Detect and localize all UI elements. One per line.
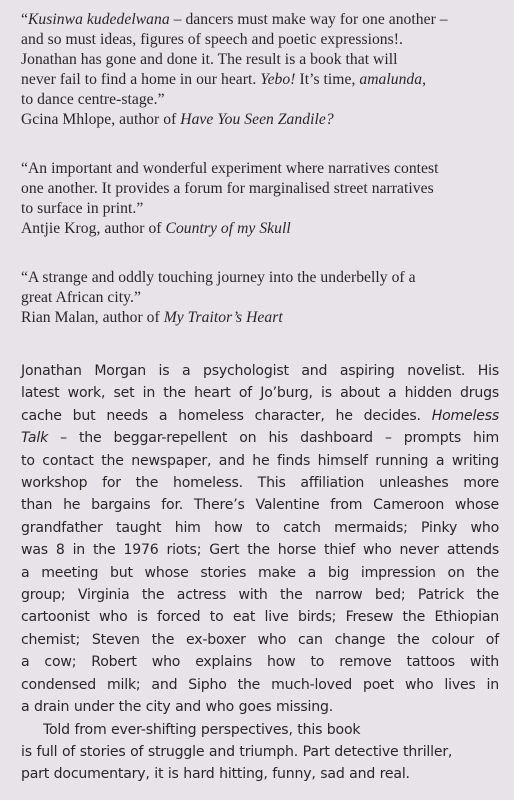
- quote-gcina-mhlope: [21, 10, 501, 130]
- quote-line: and so must ideas, figures of speech and poetic expressions!.: [21, 31, 403, 48]
- blurb-italic-title: Homeless: [431, 407, 499, 424]
- blurb-line: latest work, set in the heart of Jo’burg, is about a hidden drugs: [21, 385, 499, 402]
- blurb-line: Told from ever-shifting perspectives, this book: [43, 721, 361, 738]
- blurb-line: was 8 in the 1976 riots; Gert the horse thief who never attends: [21, 542, 499, 559]
- quote-segment: ,: [422, 71, 427, 88]
- blurb-line: condensed milk; and Sipho the much-loved poet who lives in: [21, 676, 499, 693]
- blurb-line: a drain under the city and who goes missing.: [21, 699, 334, 716]
- quote-rian-malan: [21, 268, 501, 328]
- blurb-line: cartoonist who is forced to eat live birds; Fresew the Ethiopian: [21, 609, 499, 626]
- blurb-line: than he bargains for. There’s Valentine from Cameroon whose: [21, 497, 499, 514]
- quote-italic-phrase: Yebo!: [260, 71, 296, 88]
- quote-text: [21, 159, 501, 219]
- attribution-author: Rian Malan, author of: [21, 309, 164, 326]
- quote-attribution: [21, 308, 501, 328]
- blurb-paragraph: [21, 360, 499, 719]
- quote-line: one another. It provides a forum for marginalised street narratives: [21, 180, 434, 197]
- quote-line: to surface in print.”: [21, 200, 144, 217]
- blurb-line: group; Virginia the actress with the narrow bed; Patrick the: [21, 587, 499, 604]
- blurb-line: Jonathan Morgan is a psychologist and aspiring novelist. His: [21, 363, 499, 379]
- blurb-italic-title: Talk: [21, 430, 49, 447]
- attribution-book-title: Country of my Skull: [165, 220, 291, 237]
- quote-italic-phrase: amalunda: [359, 71, 423, 88]
- quote-line: “An important and wonderful experiment where narratives contest: [21, 160, 439, 177]
- quote-line: [21, 10, 501, 30]
- blurb-line: workshop for the homeless. This affiliation unleashes more: [21, 475, 499, 492]
- blurb-line: part documentary, it is hard hitting, funny, sad and real.: [21, 766, 410, 783]
- quote-line: to dance centre-stage.”: [21, 91, 165, 108]
- quote-antjie-krog: [21, 159, 501, 239]
- quote-segment: never fail to find a home in our heart.: [21, 71, 261, 88]
- quote-line: “A strange and oddly touching journey into the underbelly of a: [21, 269, 416, 286]
- quote-line: Jonathan has gone and done it. The result is a book that will: [21, 51, 398, 68]
- quote-line: [21, 70, 501, 90]
- attribution-book-title: My Traitor’s Heart: [163, 309, 283, 326]
- attribution-author: Antjie Krog, author of: [21, 220, 166, 237]
- quote-line: great African city.”: [21, 289, 141, 306]
- quote-text: [21, 10, 501, 110]
- blurb-line: grandfather taught him how to catch mermaids; Pinky who: [21, 519, 499, 536]
- blurb-line: [21, 405, 499, 427]
- blurb-line: to contact the newspaper, and he finds himself running a writing: [21, 452, 499, 469]
- blurb-segment: – the beggar-repellent on his dashboard – prompts him: [48, 430, 499, 447]
- quote-italic-phrase: Kusinwa kudedelwana: [27, 11, 170, 28]
- blurb-line: a meeting but whose stories make a big impression on the: [21, 564, 499, 581]
- blurb-line: [21, 427, 499, 449]
- blurb-paragraph: [21, 719, 499, 741]
- blurb-line: chemist; Steven the ex-boxer who can change the colour of: [21, 631, 499, 648]
- blurb-paragraph-continued: [21, 741, 499, 786]
- quote-segment: It’s time,: [295, 71, 360, 88]
- quote-attribution: [21, 110, 501, 130]
- quote-attribution: [21, 219, 501, 239]
- blurb-line: a cow; Robert who explains how to remove tattoos with: [21, 654, 499, 671]
- quote-segment: – dancers must make way for one another –: [169, 11, 448, 28]
- open-quote-mark: “: [21, 11, 28, 28]
- blurb-segment: cache but needs a homeless character, he decides.: [21, 407, 421, 424]
- book-blurb: [21, 360, 499, 786]
- quote-text: [21, 268, 501, 308]
- attribution-book-title: Have You Seen Zandile?: [180, 111, 334, 128]
- blurb-line: is full of stories of struggle and triumph. Part detective thriller,: [21, 743, 453, 760]
- attribution-author: Gcina Mhlope, author of: [21, 111, 181, 128]
